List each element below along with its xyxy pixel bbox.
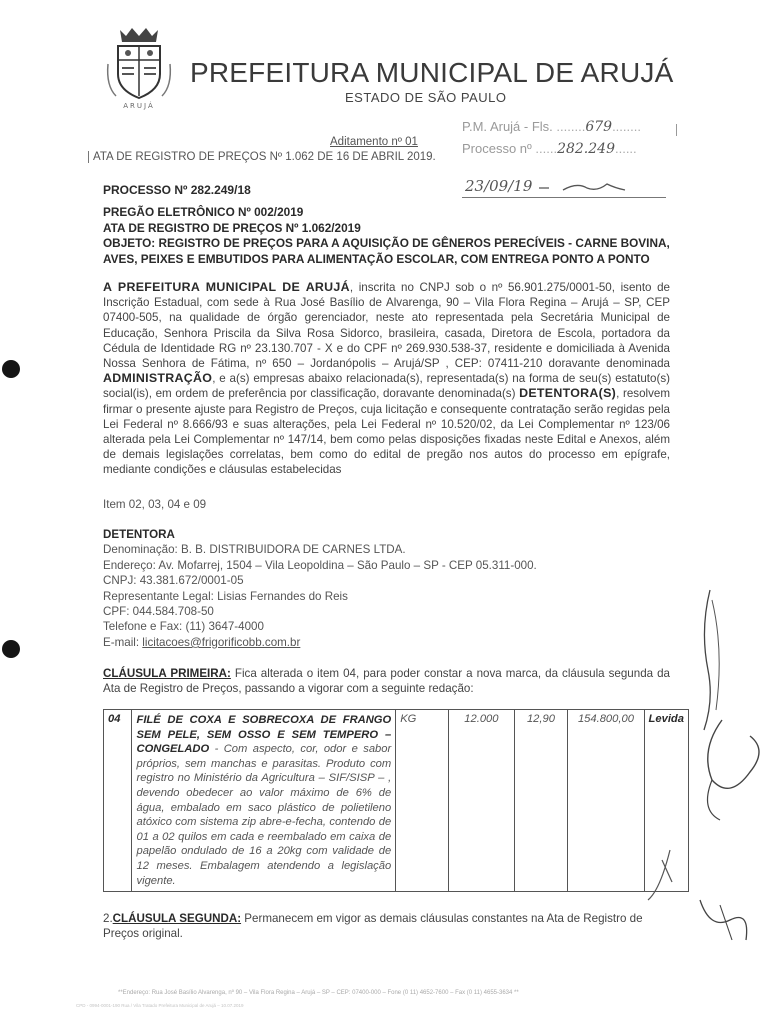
detentora-address: Endereço: Av. Mofarrej, 1504 – Vila Leopoldina – São Paulo – SP - CEP 05.311-000. (103, 558, 537, 572)
clause-segunda-title: CLÁUSULA SEGUNDA: (112, 912, 242, 925)
stamp-processo-line: Processo nº ......282.249...... (462, 141, 637, 157)
detentora-cnpj: CNPJ: 43.381.672/0001-05 (103, 574, 244, 588)
party-detentora: DETENTORA(S) (519, 386, 617, 401)
punch-hole-icon (2, 640, 20, 658)
item-quantity: 12.000 (449, 710, 514, 892)
item-total: 154.800,00 (568, 710, 644, 892)
detentora-block (103, 527, 663, 650)
party-prefeitura: A PREFEITURA MUNICIPAL DE ARUJÁ (103, 280, 350, 294)
detentora-representative: Representante Legal: Lisias Fernandes do Reis (103, 589, 348, 603)
item-unit: KG (396, 710, 449, 892)
handwritten-flourish-icon (537, 180, 627, 194)
date-underline (462, 197, 666, 198)
subject-block (103, 205, 673, 267)
stamp-fls-label: P.M. Arujá - Fls. (462, 119, 553, 134)
page-subtitle: ESTADO DE SÃO PAULO (345, 90, 507, 105)
stamp-processo-dots: ...... (535, 141, 558, 156)
clause-primeira: CLÁUSULA PRIMEIRA: Fica alterada o item 04, para poder constar a nova marca, da cláusula segunda da Ata de Registro de Preços, passando a vigorar com a seguinte redação: (103, 667, 670, 696)
detentora-phone: Telefone e Fax: (11) 3647-4000 (103, 620, 264, 634)
protocol-stamp (462, 116, 641, 160)
detentora-name: Denominação: B. B. DISTRIBUIDORA DE CARNES LTDA. (103, 543, 406, 557)
ata-reference: ATA DE REGISTRO DE PREÇOS Nº 1.062 DE 16 DE ABRIL 2019. (88, 151, 436, 163)
subject-line: ATA DE REGISTRO DE PREÇOS Nº 1.062/2019 (103, 220, 361, 235)
detentora-cpf: CPF: 044.584.708-50 (103, 605, 214, 619)
margin-tick (676, 124, 677, 136)
item-number: 04 (104, 710, 132, 892)
processo-number: PROCESSO Nº 282.249/18 (103, 183, 251, 197)
municipal-crest-icon (104, 24, 174, 110)
subject-line: PREGÃO ELETRÔNICO Nº 002/2019 (103, 205, 304, 219)
detentora-heading: DETENTORA (103, 528, 175, 541)
stamp-fls-value: 679 (585, 119, 613, 135)
clause-primeira-title: CLÁUSULA PRIMEIRA: (103, 667, 231, 680)
stamp-fls-dots: ........ (556, 119, 586, 134)
detentora-email-line: E-mail: licitacoes@frigorificobb.com.br (103, 635, 301, 649)
addendum-label: Aditamento nº 01 (330, 136, 418, 148)
page-title: PREFEITURA MUNICIPAL DE ARUJÁ (190, 57, 674, 88)
item-brand: Levida (644, 710, 688, 892)
clause-segunda: 2.CLÁUSULA SEGUNDA: Permanecem em vigor as demais cláusulas constantes na Ata de Registro de Preços original. (103, 912, 643, 941)
crest-caption: ARUJÁ (123, 102, 155, 110)
items-reference: Item 02, 03, 04 e 09 (103, 498, 207, 511)
party-administracao: ADMINISTRAÇÃO (103, 371, 213, 386)
subject-line: OBJETO: REGISTRO DE PREÇOS PARA A AQUISIÇÃO DE GÊNEROS PERECÍVEIS - CARNE BOVINA, AVES, PEIXES E EMBUTIDOS PARA ALIMENTAÇÃO ESCOLAR, COM ENTREGA PONTO A PONTO (103, 236, 670, 266)
handwritten-date: 23/09/19 (465, 177, 627, 195)
footer-small-print: CPD - 0994-0001-190 Rua / Vila Tratado Prefeitura Municipal de Arujá – 10.07.2019 (76, 1003, 244, 1008)
footer-address: **Endereço: Rua José Basílio Alvarenga, nº 90 – Vila Flora Regina – Arujá – SP – CEP: 07400-000 – Fone (0 11) 4652-7600 – Fax (0 11) 4655-3634 ** (118, 990, 519, 996)
stamp-processo-label: Processo nº (462, 141, 532, 156)
handwritten-signature-icon (600, 560, 770, 960)
punch-hole-icon (2, 360, 20, 378)
preamble-paragraph: A PREFEITURA MUNICIPAL DE ARUJÁ, inscrita no CNPJ sob o nº 56.901.275/0001-50, isento de Inscrição Estadual, com sede à Rua José Basílio de Alvarenga, 90 – Vila Flora Regina – Arujá – SP, CEP 07400-505, na qualidade de órgão gerenciador, neste ato representada pela Secretária Municipal de Educação, Senhora Priscila da Silva Rosa Sidorco, brasileira, casada, Diretora de Escola, portadora da Cédula de Identidade RG nº 23.130.707 - X e do CPF nº 269.930.538-37, residente e domiciliada à Avenida Nossa Senhora de Fátima, nº 650 – Jordanópolis – Arujá/SP , CEP: 07411-210 doravante denominada ADMINISTRAÇÃO, e a(s) empresas abaixo relacionada(s), representada(s) na forma de seu(s) estatuto(s) social(is), em ordem de preferência por classificação, doravante denominada(s) DETENTORA(S), resolvem firmar o presente ajuste para Registro de Preços, cuja licitação e consequente contratação serão regidas pela Lei Federal nº 8.666/93 e suas alterações, pela Lei Federal nº 10.520/02, da Lei Complementar nº 123/06 alterada pela Lei Complementar nº 147/14, bem como pelas disposições fixadas neste Edital e Anexos, além de demais legislações correlatas, bem como do edital de pregão nos autos do processo em epígrafe, mediante condições e cláusulas estabelecidas (103, 280, 670, 477)
item-unit-price: 12,90 (514, 710, 568, 892)
stamp-fls-line: P.M. Arujá - Fls. ........679........ (462, 119, 641, 135)
detentora-email-link[interactable]: licitacoes@frigorificobb.com.br (142, 635, 301, 649)
stamp-processo-value: 282.249 (557, 141, 615, 157)
item-description: FILÉ DE COXA E SOBRECOXA DE FRANGO SEM PELE, SEM OSSO E SEM TEMPERO – CONGELADO - Com aspecto, cor, odor e sabor próprios, sem manchas e parasitas. Produto com registro no Ministério da Agricultura – SIF/SISP – , devendo obedecer ao valor máximo de 6% de água, embalado em saco plástico de polietileno atóxico com sistema zip abre-e-fecha, contendo de 01 a 02 quilos em cada e reembalado em caixa de papelão ondulado de 16 a 20kg com validade de 12 meses. Embalagem atendendo a legislação vigente. (132, 710, 396, 892)
